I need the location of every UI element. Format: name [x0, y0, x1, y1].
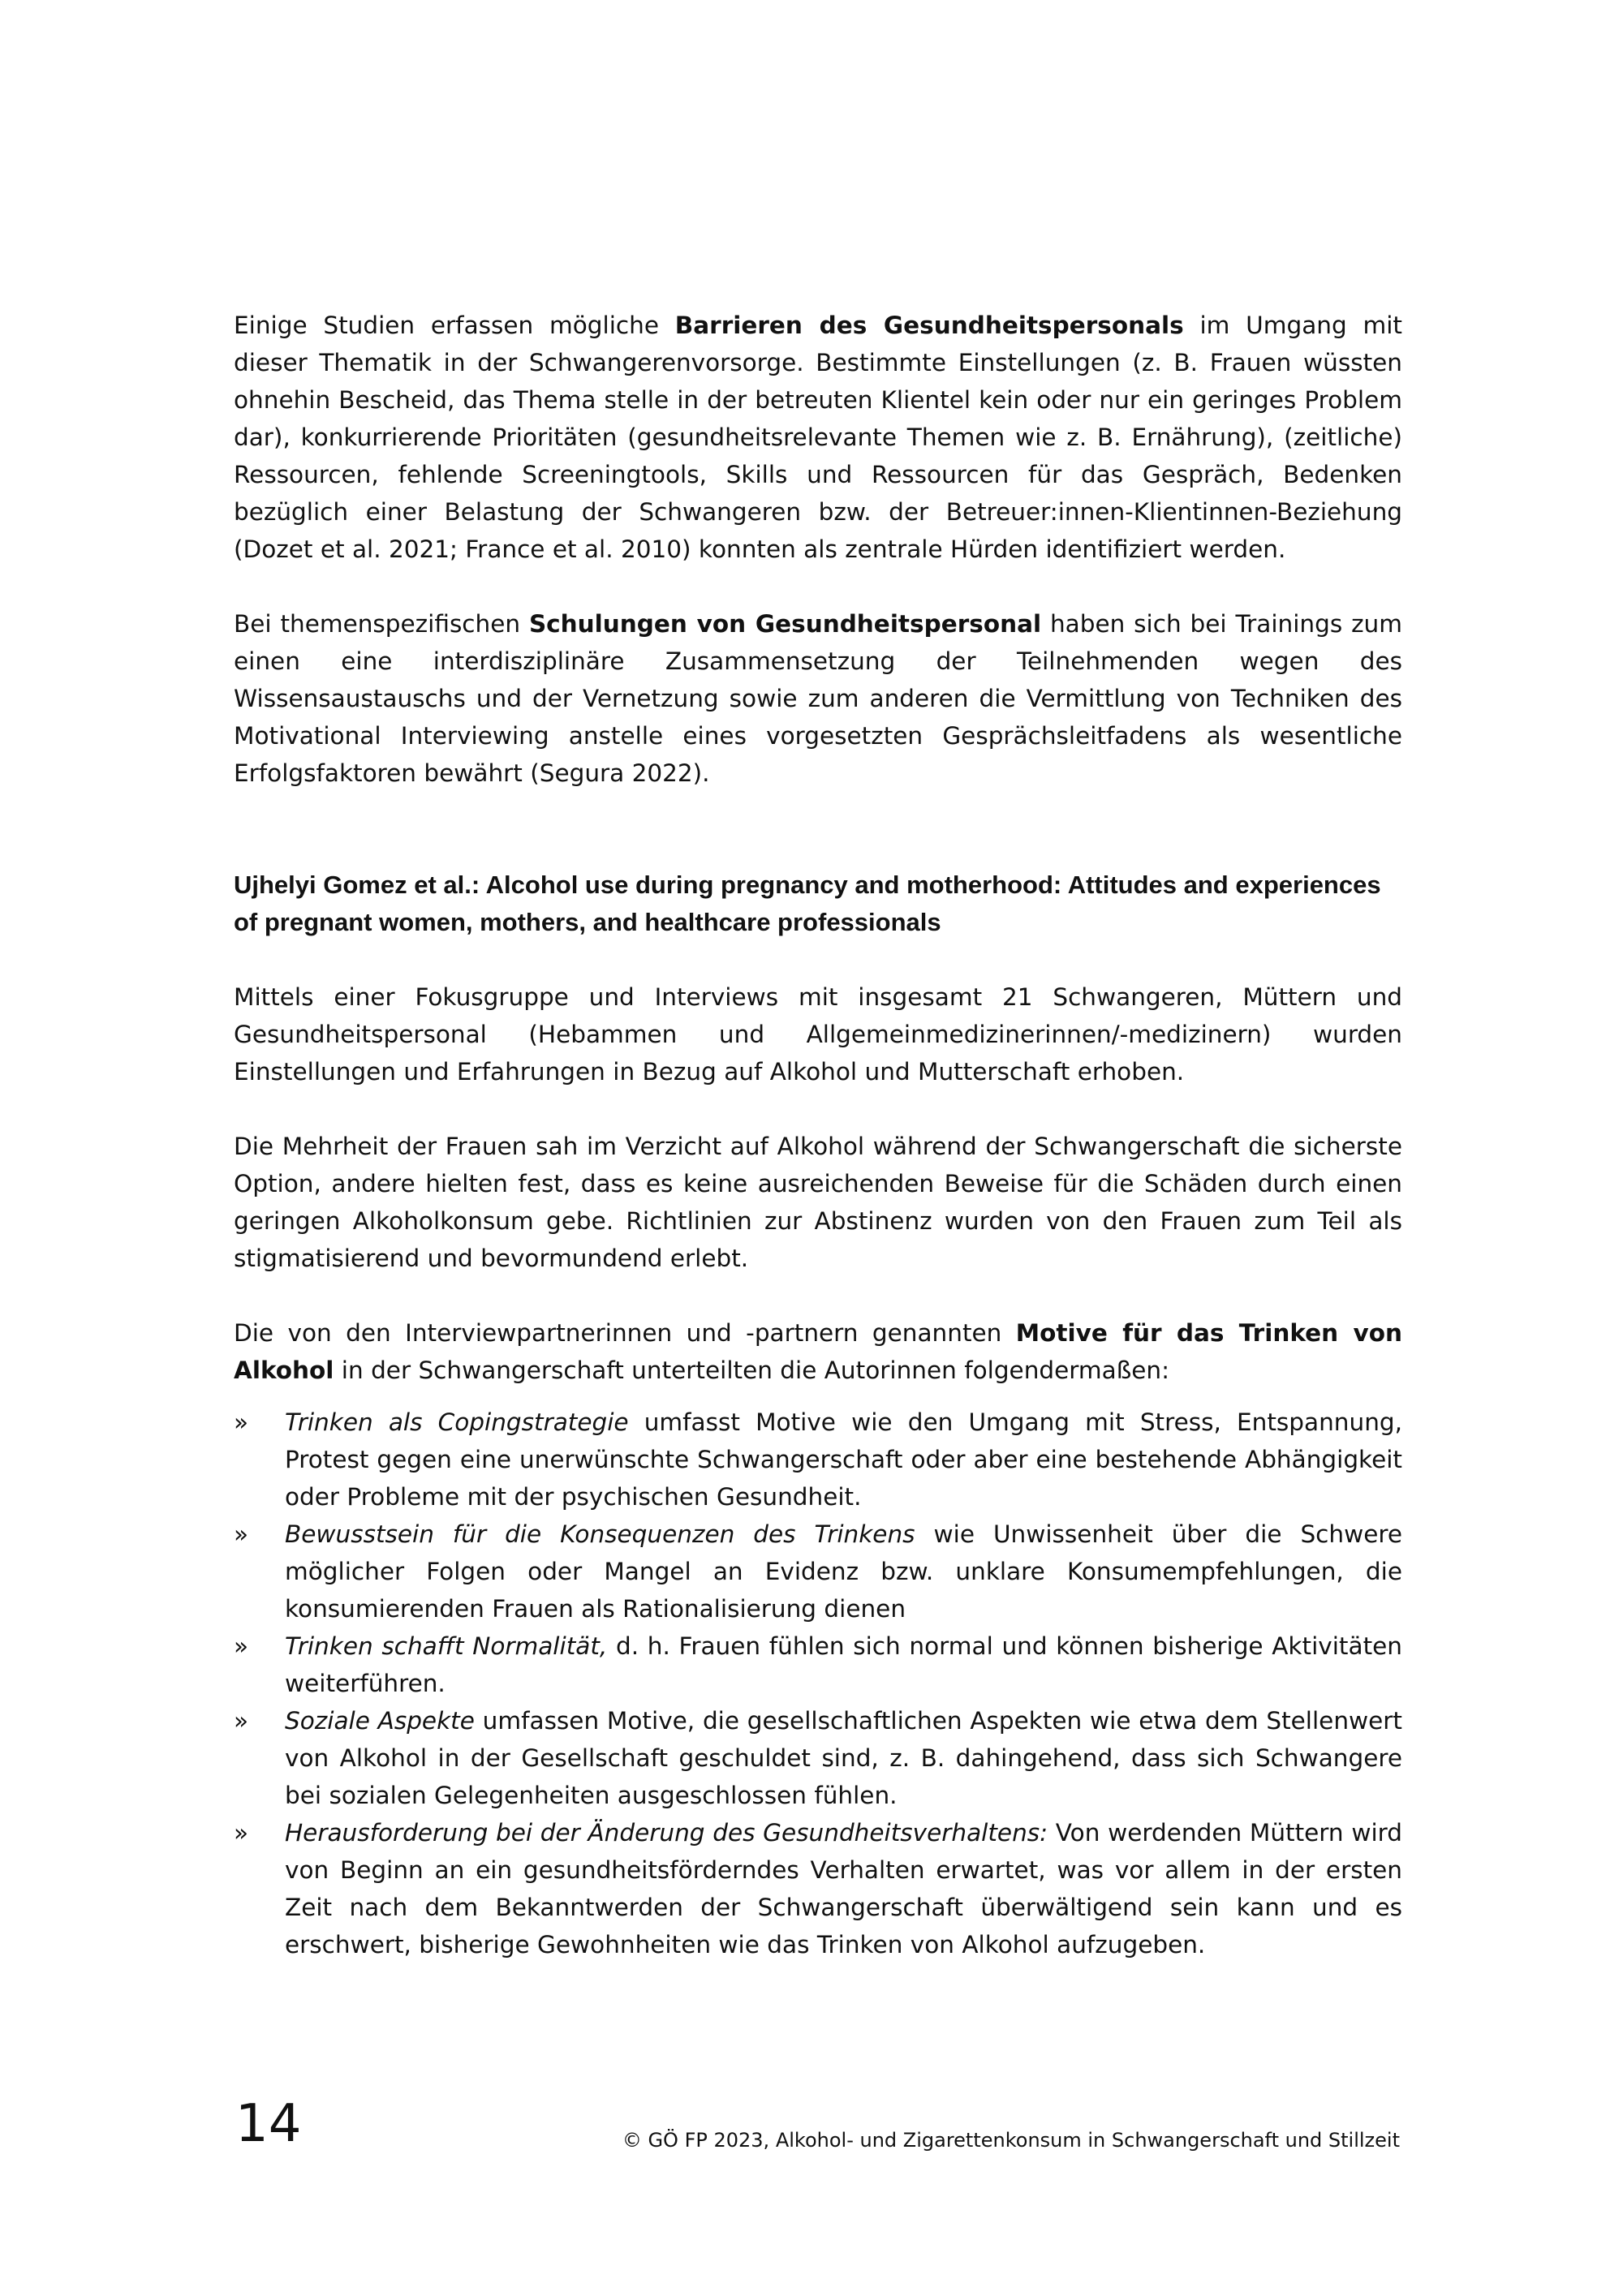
page-body [234, 307, 1402, 1963]
list-item-term: Bewusstsein für die Konsequenzen des Trinkens [285, 1520, 915, 1548]
page-number: 14 [235, 2094, 302, 2154]
paragraph-text: Bei themenspezifischen [234, 610, 529, 638]
paragraph-trainings [234, 605, 1402, 792]
list-item-term: Herausforderung bei der Änderung des Gesundheitsverhaltens: [285, 1819, 1048, 1847]
bullet-marker: » [234, 1819, 249, 1847]
paragraph-text: Einige Studien erfassen mögliche [234, 312, 675, 339]
bullet-marker: » [234, 1408, 249, 1436]
footer-copyright: © GÖ FP 2023, Alkohol- und Zigarettenkonsum in Schwangerschaft und Stillzeit [622, 2129, 1400, 2152]
list-item [234, 1702, 1402, 1814]
bold-term-motives: Motive für das Trinken von Alkohol [234, 1319, 1402, 1384]
paragraph-findings: Die Mehrheit der Frauen sah im Verzicht auf Alkohol während der Schwangerschaft die sicherste Option, andere hielten fest, dass es keine ausreichenden Beweise für die Schäden durch einen geringen Alkoholkonsum gebe. Richtlinien zur Abstinenz wurden von den Frauen zum Teil als stigmatisierend und bevormundend erlebt. [234, 1133, 1402, 1272]
list-item-text: d. h. Frauen fühlen sich normal und können bisherige Aktivitäten weiterführen. [285, 1632, 1402, 1697]
bullet-marker: » [234, 1632, 249, 1660]
paragraph-motives-intro [234, 1314, 1402, 1389]
list-item-text: wie Unwissenheit über die Schwere möglicher Folgen oder Mangel an Evidenz bzw. unklare Konsumempfehlungen, die konsumierenden Frauen als Rationalisierung dienen [285, 1520, 1402, 1623]
bold-term-trainings: Schulungen von Gesundheitspersonal [528, 610, 1042, 638]
paragraph-methods: Mittels einer Fokusgruppe und Interviews mit insgesamt 21 Schwangeren, Müttern und Gesundheitspersonal (Hebammen und Allgemeinmedizinerinnen/-medizinern) wurden Einstellungen und Erfahrungen in Bezug auf Alkohol und Mutterschaft erhoben. [234, 983, 1402, 1086]
paragraph-barriers [234, 307, 1402, 568]
list-item-text: umfassen Motive, die gesellschaftlichen Aspekten wie etwa dem Stellenwert von Alkohol in der Gesellschaft geschuldet sind, z. B. dahingehend, dass sich Schwangere bei sozialen Gelegenheiten ausgeschlossen fühlen. [285, 1707, 1403, 1809]
bold-term-barriers: Barrieren des Gesundheitspersonals [674, 312, 1184, 339]
motives-list [234, 1404, 1402, 1963]
list-item [234, 1814, 1402, 1963]
list-item-term: Trinken schafft Normalität, [285, 1632, 608, 1660]
list-item [234, 1404, 1402, 1516]
list-item [234, 1516, 1402, 1627]
list-item-term: Soziale Aspekte [285, 1707, 475, 1735]
bullet-marker: » [234, 1707, 249, 1735]
list-item-term: Trinken als Copingstrategie [285, 1408, 629, 1436]
paragraph-text: Die von den Interviewpartnerinnen und -partnern genannten [234, 1319, 1016, 1347]
list-item-text: umfasst Motive wie den Umgang mit Stress, Entspannung, Protest gegen eine unerwünschte Schwangerschaft oder aber eine bestehende Abhängigkeit oder Probleme mit der psychischen Gesundheit. [285, 1408, 1402, 1511]
section-heading: Ujhelyi Gomez et al.: Alcohol use during pregnancy and motherhood: Attitudes and experiences of pregnant women, mothers, and healthcare professionals [234, 871, 1381, 936]
paragraph-text: im Umgang mit dieser Thematik in der Schwangerenvorsorge. Bestimmte Einstellungen (z. B. Frauen wüssten ohnehin Bescheid, das Thema stelle in der betreuten Klientel kein oder nur ein geringes Problem dar), konkurrierende Prioritäten (gesundheitsrelevante Themen wie z. B. Ernährung), (zeitliche) Ressourcen, fehlende Screeningtools, Skills und Ressourcen für das Gespräch, Bedenken bezüglich einer Belastung der Schwangeren bzw. der Betreuer:innen-Klientinnen-Beziehung (Dozet et al. 2021; France et al. 2010) konnten als zentrale Hürden identifiziert werden. [234, 312, 1402, 563]
paragraph-text: in der Schwangerschaft unterteilten die Autorinnen folgendermaßen: [334, 1357, 1170, 1384]
bullet-marker: » [234, 1520, 249, 1548]
list-item-text: Von werdenden Müttern wird von Beginn an ein gesundheitsförderndes Verhalten erwartet, was vor allem in der ersten Zeit nach dem Bekanntwerden der Schwangerschaft überwältigend sein kann und es erschwert, bisherige Gewohnheiten wie das Trinken von Alkohol aufzugeben. [285, 1819, 1402, 1958]
paragraph-text: haben sich bei Trainings zum einen eine interdisziplinäre Zusammensetzung der Teilnehmenden wegen des Wissensaustauschs und der Vernetzung sowie zum anderen die Vermittlung von Techniken des Motivational Interviewing anstelle eines vorgesetzten Gesprächsleitfadens als wesentliche Erfolgsfaktoren bewährt (Segura 2022). [234, 610, 1402, 787]
list-item [234, 1627, 1402, 1702]
